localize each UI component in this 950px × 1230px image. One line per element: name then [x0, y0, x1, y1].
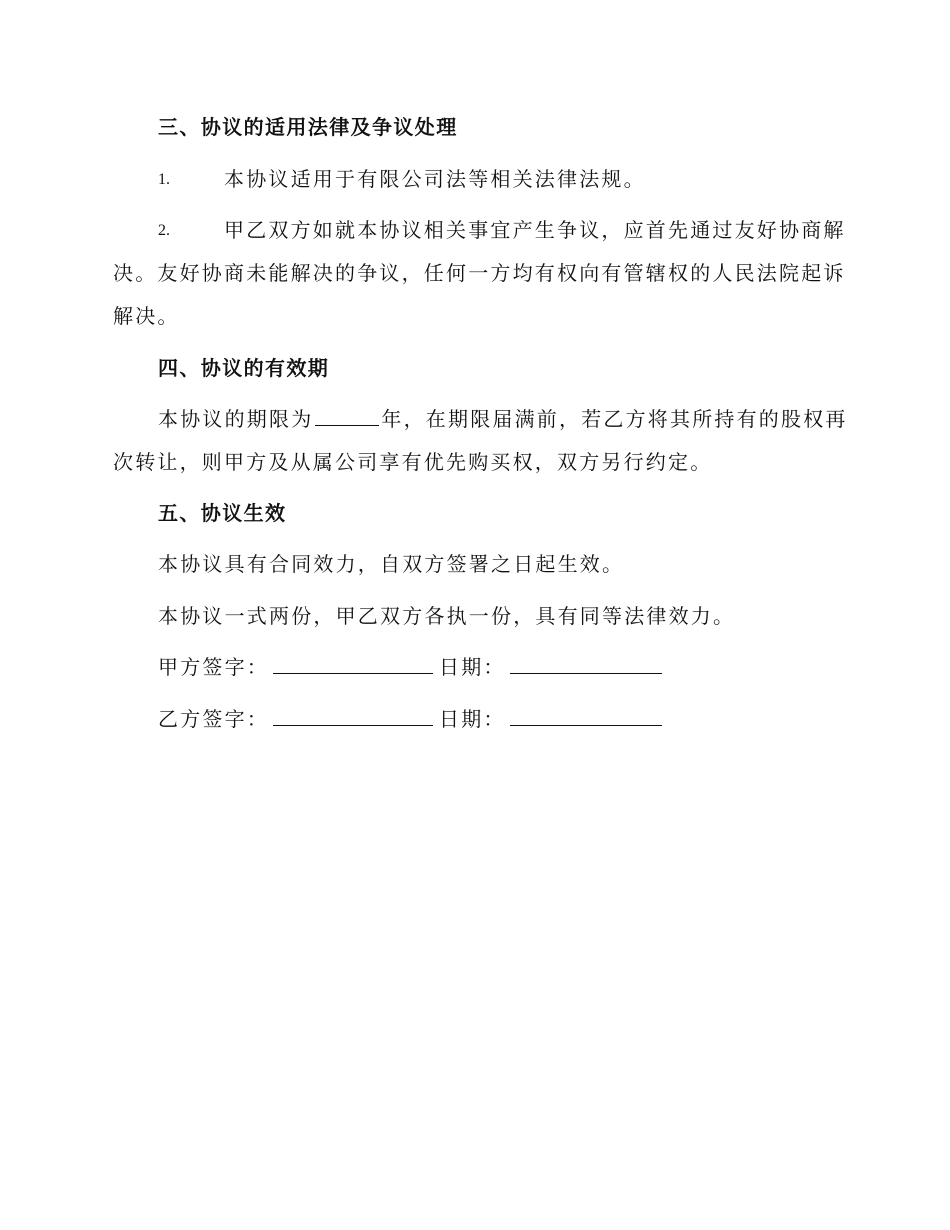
party-a-sign-label: 甲方签字：: [158, 655, 269, 679]
section-3-heading: 三、协议的适用法律及争议处理: [158, 115, 458, 139]
item-2-number: 2.: [158, 222, 170, 239]
section-4-heading: 四、协议的有效期: [158, 356, 330, 380]
party-a-date-label: 日期：: [439, 655, 506, 679]
item-1-text: 本协议适用于有限公司法等相关法律法规。: [224, 167, 646, 191]
party-b-sign-label: 乙方签字：: [158, 707, 269, 731]
section-4-line-1: [158, 406, 848, 432]
party-b-date-blank[interactable]: [510, 707, 662, 726]
party-b-signature-blank[interactable]: [273, 707, 433, 726]
item-2-line-1: 甲乙双方如就本协议相关事宜产生争议，应首先通过友好协商解: [224, 218, 846, 242]
term-suffix: 年，在期限届满前，若乙方将其所持有的股权再: [381, 407, 848, 431]
party-a-signature-row: [158, 654, 662, 680]
copies-paragraph: 本协议一式两份，甲乙双方各执一份，具有同等法律效力。: [158, 604, 736, 628]
section-4-line-2: 次转让，则甲方及从属公司享有优先购买权，双方另行约定。: [113, 450, 713, 474]
term-prefix: 本协议的期限为: [158, 407, 314, 431]
party-b-date-label: 日期：: [439, 707, 506, 731]
effectiveness-paragraph: 本协议具有合同效力，自双方签署之日起生效。: [158, 552, 625, 576]
party-b-signature-row: [158, 706, 662, 732]
item-2-line-3: 解决。: [113, 304, 180, 328]
term-years-blank[interactable]: [315, 407, 379, 426]
item-1-number: 1.: [158, 171, 170, 188]
section-5-heading: 五、协议生效: [158, 501, 287, 525]
item-2-line-2: 决。友好协商未能解决的争议，任何一方均有权向有管辖权的人民法院起诉: [113, 261, 846, 285]
party-a-signature-blank[interactable]: [273, 655, 433, 674]
party-a-date-blank[interactable]: [510, 655, 662, 674]
